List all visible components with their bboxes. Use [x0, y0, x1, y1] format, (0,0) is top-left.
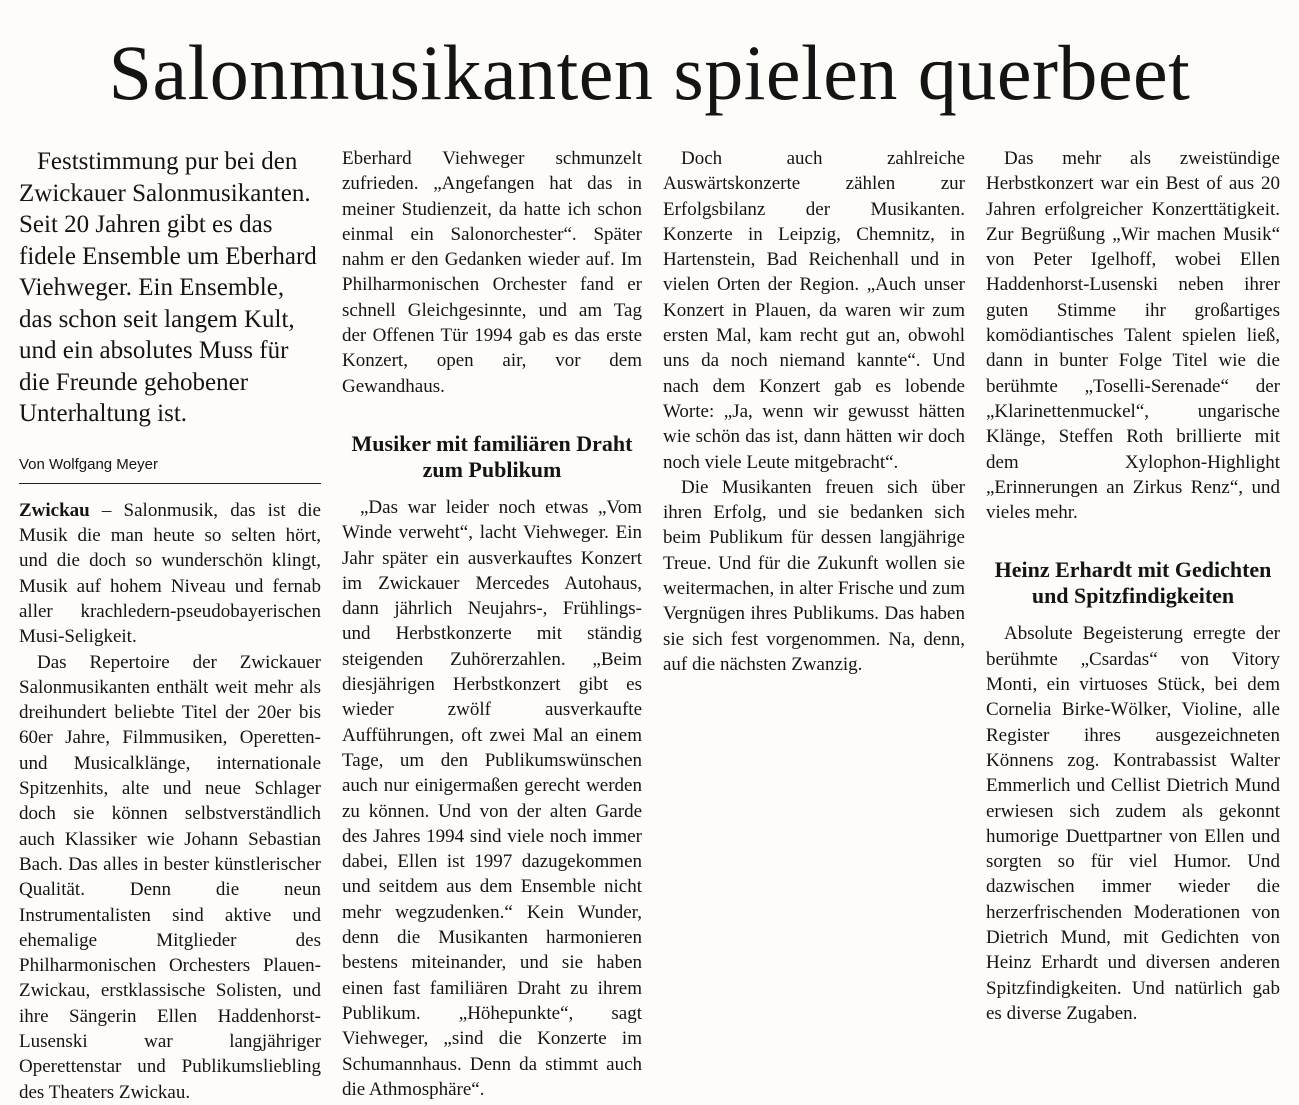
paragraph-8: Absolute Begeisterung erregte der berühmte „Csardas“ von Vitory Monti, ein virtuoses Stück, bei dem Cornelia Birke-Wölker, Violine, alle Register ihres ausgezeichneten Könnens zog. Kontrabassist Walter Emmerlich und Cellist Dietrich Mund erwiesen sich zudem als gekonnt humorige Duettpartner von Ellen und sorgten so für viel Humor. Und dazwischen immer wieder die herzerfrischenden Moderationen von Dietrich Mund, mit Gedichten von Heinz Erhardt und diversen anderen Spitzfindigkeiten. Und natürlich gab es diverse Zugaben. — [986, 623, 1280, 1024]
paragraph-3: Eberhard Viehweger schmunzelt zufrieden. „Angefangen hat das in meiner Studienzeit, da hatte ich schon einmal ein Salonorchester“. Später nahm er den Gedanken wieder auf. Im Philharmonischen Orchester fand er schnell Gleichgesinnte, und am Tag der Offenen Tür 1994 gab es das erste Konzert, open air, vor dem Gewandhaus. — [342, 148, 642, 397]
dateline: Zwickau — [19, 499, 90, 521]
subhead-2: Heinz Erhardt mit Gedichten und Spitzfindigkeiten — [994, 557, 1272, 609]
paragraph-7: Das mehr als zweistündige Herbstkonzert war ein Best of aus 20 Jahren erfolgreicher Konzerttätigkeit. Zur Begrüßung „Wir machen Musik“ von Peter Igelhoff, wobei Ellen Haddenhorst-Lusenski neben ihrer guten Stimme ihr großartiges komödiantisches Talent spielen ließ, dann in bunter Folge Titel wie die berühmte „Toselli-Serenade“ der „Klarinettenmuckel“, ungarische Klänge, Steffen Roth brillierte mit dem Xylophon-Highlight „Erinnerungen an Zirkus Renz“, und vieles mehr. — [986, 148, 1280, 524]
column-4 — [986, 146, 1280, 1026]
headline: Salonmusikanten spielen querbeet — [108, 29, 1191, 116]
paragraph-1: Zwickau – Salonmusik, das ist die Musik die man heute so selten hört, und die doch so wunderschön klingt, Musik auf hohem Niveau und fernab aller krachledern-pseudobayerischen Musi-Seligkeit. — [19, 499, 321, 648]
byline: Von Wolfgang Meyer — [19, 452, 321, 484]
lead-paragraph: Feststimmung pur bei den Zwickauer Salonmusikanten. Seit 20 Jahren gibt es das fidele Ensemble um Eberhard Viehweger. Ein Ensemble, das schon seit langem Kult, und ein absolutes Muss für die Freunde gehobener Unterhaltung ist. — [19, 148, 317, 427]
paragraph-6: Die Musikanten freuen sich über ihren Erfolg, und sie bedanken sich beim Publikum für dessen langjährige Treue. Und für die Zukunft wollen sie weitermachen, in alter Frische und zum Vergnügen ihres Publikums. Das haben sie sich fest vorgenommen. Na, denn, auf die nächsten Zwanzig. — [663, 476, 965, 675]
paragraph-4: „Das war leider noch etwas „Vom Winde verweht“, lacht Viehweger. Ein Jahr später ein ausverkauftes Konzert im Zwickauer Mercedes Autohaus, dann jährlich Neujahrs-, Frühlings- und Herbstkonzerte mit ständig steigenden Zuhörerzahlen. „Beim diesjährigen Herbstkonzert gibt es wieder zwölf ausverkaufte Aufführungen, oft zwei Mal an einem Tage, um den Publikumswünschen auch nur einigermaßen gerecht werden zu können. Und von der alten Garde des Jahres 1994 sind viele noch immer dabei, Ellen ist 1997 dazugekommen und seitdem aus dem Ensemble nicht mehr wegzudenken.“ Kein Wunder, denn die Musikanten harmonieren bestens miteinander, und sie haben einen fast familiären Draht zu ihrem Publikum. „Höhepunkte“, sagt Viehweger, „sind die Konzerte im Schumannhaus. Denn da stimmt auch die Athmosphäre“. — [342, 496, 642, 1100]
subhead-1: Musiker mit familiären Draht zum Publikum — [351, 430, 633, 482]
column-3 — [663, 146, 965, 677]
column-1 — [19, 146, 321, 1103]
paragraph-2-start: Das Repertoire der Zwickauer Salonmusikanten enthält weit mehr als dreihundert beliebte Titel der 20er bis 60er Jahre, Filmmusiken, Operetten- und Musicalklänge, internationale Spitzenhits, alte und neue Schlager doch sie können selbstverständlich auch Klassiker wie Johann Sebastian Bach. Das alles in bester künstlerischer Qualität. Denn die neun Instrumentalisten sind aktive und ehemalige Mitglieder des Philharmonischen Orchesters Plauen-Zwickau, erstklassische Solisten, und ihre Sängerin Ellen Haddenhorst-Lusenski war langjähriger Operettenstar und Publikumsliebling des Theaters Zwickau. — [19, 651, 321, 1103]
column-2 — [342, 146, 642, 1100]
paragraph-5: Doch auch zahlreiche Auswärtskonzerte zählen zur Erfolgsbilanz der Musikanten. Konzerte in Leipzig, Chemnitz, in Hartenstein, Bad Reichenhall und in vielen Orten der Region. „Auch unser Konzert in Plauen, da waren wir zum ersten Mal, kam recht gut an, obwohl uns da noch niemand kannte“. Und nach dem Konzert gab es lobende Worte: „Ja, wenn wir gewusst hätten wie schön das ist, dann hätten wir doch noch viele Leute mitgebracht“. — [663, 148, 965, 473]
